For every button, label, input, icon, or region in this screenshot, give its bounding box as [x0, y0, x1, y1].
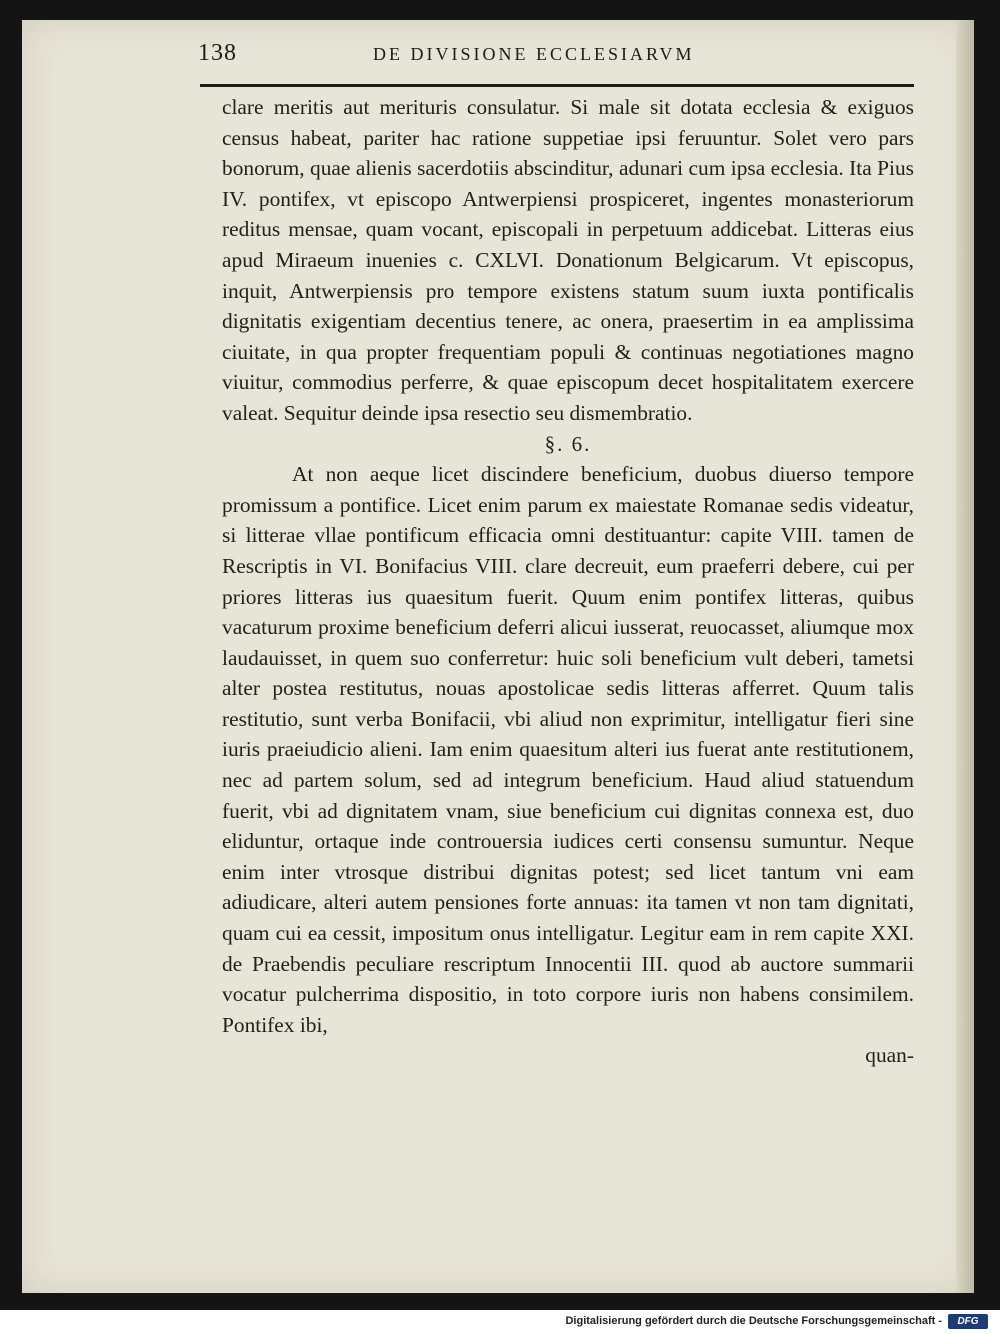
page-number: 138: [198, 40, 237, 66]
paragraph-1: clare meritis aut merituris consulatur. Si male sit dotata ecclesia & exiguos census habeat, pariter hac ratione suppetiae ipsi feruuntur. Solet vero pars bonorum, quae alienis sacerdotiis abscinditur, adunari cum ipsa ecclesia. Ita Pius IV. pontifex, vt episcopo Antwerpiensi prospiceret, ingentes monasteriorum reditus mensae, quam vocant, episcopali in perpetuum addicebat. Litteras eius apud Miraeum inuenies c. CXLVI. Donationum Belgicarum. Vt episcopus, inquit, Antwerpiensis pro tempore existens statum suum iuxta pontificalis dignitatis exigentiam decentius tenere, ac onera, praesertim in ea amplissima ciuitate, in qua propter frequentiam populi & continuas negotiationes magno viuitur, commodius perferre, & quae episcopum decet hospitalitatem exercere valeat. Sequitur deinde ipsa resectio seu dismembratio.: [222, 95, 914, 425]
page-edge-shadow: [956, 20, 974, 1293]
footer-bar: [0, 1310, 1000, 1334]
section-mark: §. 6.: [544, 431, 592, 456]
header-rule: [200, 84, 914, 87]
running-title: DE DIVISIONE ECCLESIARVM: [373, 44, 695, 64]
funding-credit: Digitalisierung gefördert durch die Deutsche Forschungsgemeinschaft -: [565, 1315, 942, 1327]
text-block: [222, 92, 914, 1071]
paragraph-2: At non aeque licet discindere beneficium, duobus diuerso tempore promissum a pontifice. Licet enim parum ex maiestate Romanae sedis videatur, si litterae vllae pontificum efficacia omni destituantur: capite VIII. tamen de Rescriptis in VI. Bonifacius VIII. clare decreuit, eum praeferri debere, cui per priores litteras ius quaesitum fuerit. Quum enim pontifex litteras, quibus vacaturum proxime beneficium deferri alicui iusserat, reuocasset, aliumque mox laudauisset, in quem suo conferretur: huic soli beneficium vult deberi, tametsi alter postea restitutus, nouas apostolicae sedis litteras afferret. Quum talis restitutio, sunt verba Bonifacii, vbi aliud non exprimitur, intelligatur fieri sine iuris praeiudicio alieni. Iam enim quaesitum alteri ius fuerat ante restitutionem, nec ad partem solum, sed ad integrum beneficium. Haud aliud statuendum fuerit, vbi ad dignitatem vnam, siue beneficium cui dignitas connexa est, duo eliduntur, ortaque inde controuersia iudices certi consensu sumuntur. Neque enim inter vtrosque distribui dignitas potest; sed licet tantum vni eam adiudicare, alteri autem pensiones forte annuas: ita tamen vt non tam dignitati, quam cui ea cessit, impositum onus intelligatur. Legitur eam in rem capite XXI. de Praebendis peculiare rescriptum Innocentii III. quod ab auctore summarii vocatur pulcherrima dispositio, in toto corpore iuris non habens consimilem. Pontifex ibi,: [222, 462, 914, 1037]
running-head: [198, 40, 918, 70]
catchword: quan-: [865, 1043, 914, 1068]
dfg-logo-icon: DFG: [948, 1314, 988, 1329]
